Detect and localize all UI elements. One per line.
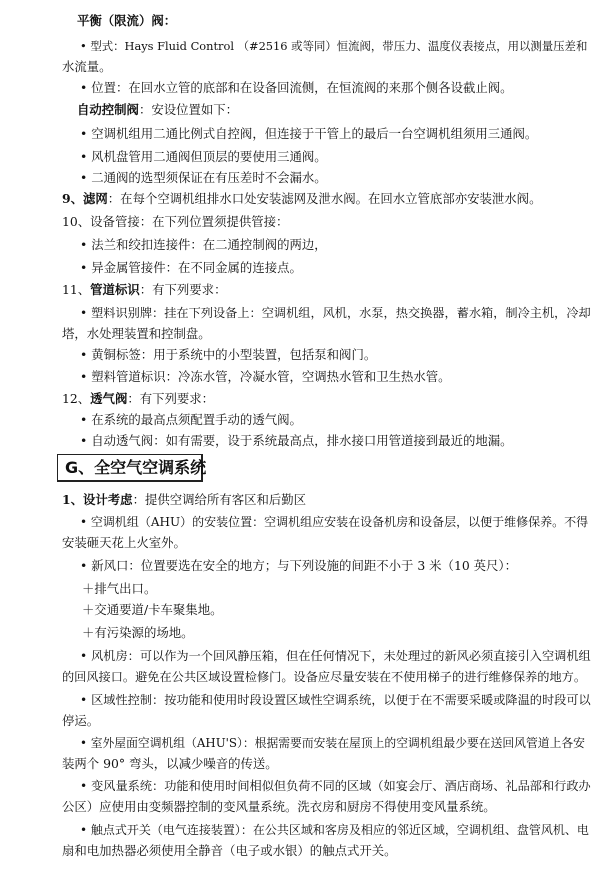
design-fresh-air: • 新风口：位置要选在安全的地方；与下列设施的间距不小于 3 米（10 英尺）： [80, 558, 518, 573]
design-fan-room: • 风机房：可以作为一个回风静压箱，但在任何情况下，未处理过的新风必须直接引入空调机组 [80, 649, 591, 663]
strainer-line: 9、滤网：在每个空调机组排水口处安装滤网及泄水阀。在回水立管底部亦安装泄水阀。 [62, 191, 542, 206]
air-vent-heading: 12、透气阀：有下列要求： [62, 391, 215, 406]
fittings-item: • 法兰和绞扣连接件：在二通控制阀的两边， [80, 237, 327, 252]
fittings-item: • 异金属管接件：在不同金属的连接点。 [80, 260, 302, 275]
balance-valve-type-cont: 水流量。 [62, 59, 112, 74]
design-ahu-cont: 安装砸天花上火室外。 [62, 535, 186, 550]
pipe-marking-brass: • 黄铜标签：用于系统中的小型装置，包括泵和阀门。 [80, 347, 377, 362]
auto-control-valve-heading: 自动控制阀：安设位置如下： [77, 102, 239, 117]
design-zone-control: • 区域性控制：按功能和使用时段设置区域性空调系统，以便于在不需要采暖或降温的时段可以 [80, 693, 591, 707]
design-rooftop-ahu: • 室外屋面空调机组（AHU'S）：根据需要而安装在屋顶上的空调机组最少要在送回风管道上各安 [80, 736, 585, 750]
design-heading: 1、设计考虑：提供空调给所有客区和后勤区 [62, 492, 307, 507]
design-zone-control-cont: 停运。 [62, 713, 100, 728]
air-vent-item: • 在系统的最高点须配置手动的透气阀。 [80, 412, 302, 427]
design-vav: • 变风量系统：功能和使用时间相似但负荷不同的区域（如宴会厅、酒店商场、礼品部和行政办 [80, 779, 591, 793]
balance-valve-position: • 位置：在回水立管的底部和在设备回流侧，在恒流阀的来那个侧各设截止阀。 [80, 80, 513, 95]
design-ahu: • 空调机组（AHU）的安装位置：空调机组应安装在设备机房和设备层，以便于维修保养。不得 [80, 515, 589, 529]
air-vent-item: • 自动透气阀：如有需要，设于系统最高点，排水接口用管道接到最近的地漏。 [80, 433, 513, 448]
fresh-air-item: ＋排气出口。 [82, 581, 157, 596]
fresh-air-item: ＋交通要道/卡车聚集地。 [82, 602, 223, 617]
balance-valve-heading: 平衡（限流）阀： [77, 13, 177, 28]
pipe-marking-heading: 11、管道标识：有下列要求： [62, 282, 227, 297]
pipe-marking-plastic-pipe: • 塑料管道标识：冷冻水管，冷凝水管，空调热水管和卫生热水管。 [80, 369, 451, 384]
design-fan-room-cont: 的回风接口。避免在公共区域设置检修门。设备应尽量安装在不使用梯子的进行维修保养的地方。 [62, 670, 587, 684]
auto-control-valve-item: • 二通阀的选型须保证在有压差时不会漏水。 [80, 170, 327, 185]
auto-control-valve-item: • 风机盘管用二通阀但顶层的要使用三通阀。 [80, 149, 327, 164]
balance-valve-type: • 型式：Hays Fluid Control （#2516 或等同）恒流阀，带压力、温度仪表接点，用以测量压差和 [80, 39, 588, 53]
pipe-marking-plastic-sign: • 塑料识别牌：挂在下列设备上：空调机组，风机，水泵，热交换器，蓄水箱，制冷主机，冷却 [80, 306, 591, 320]
fresh-air-item: ＋有污染源的场地。 [82, 625, 194, 640]
design-contact-switch: • 触点式开关（电气连接装置）：在公共区域和客房及相应的邻近区域，空调机组、盘管风机、电 [80, 823, 589, 837]
design-rooftop-ahu-cont: 装两个 90° 弯头，以减少噪音的传送。 [62, 756, 278, 771]
auto-control-valve-item: • 空调机组用二通比例式自控阀，但连接于干管上的最后一台空调机组须用三通阀。 [80, 126, 538, 141]
design-vav-cont: 公区）应使用由变频器控制的变风量系统。洗衣房和厨房不得使用变风量系统。 [62, 799, 496, 814]
design-contact-switch-cont: 扇和电加热器必须使用全静音（电子或水银）的触点式开关。 [62, 843, 397, 858]
pipe-marking-plastic-sign-cont: 塔，水处理装置和控制盘。 [62, 326, 211, 341]
fittings-heading: 10、设备管接：在下列位置须提供管接： [62, 214, 289, 229]
section-title: G、全空气空调系统 [65, 458, 207, 477]
